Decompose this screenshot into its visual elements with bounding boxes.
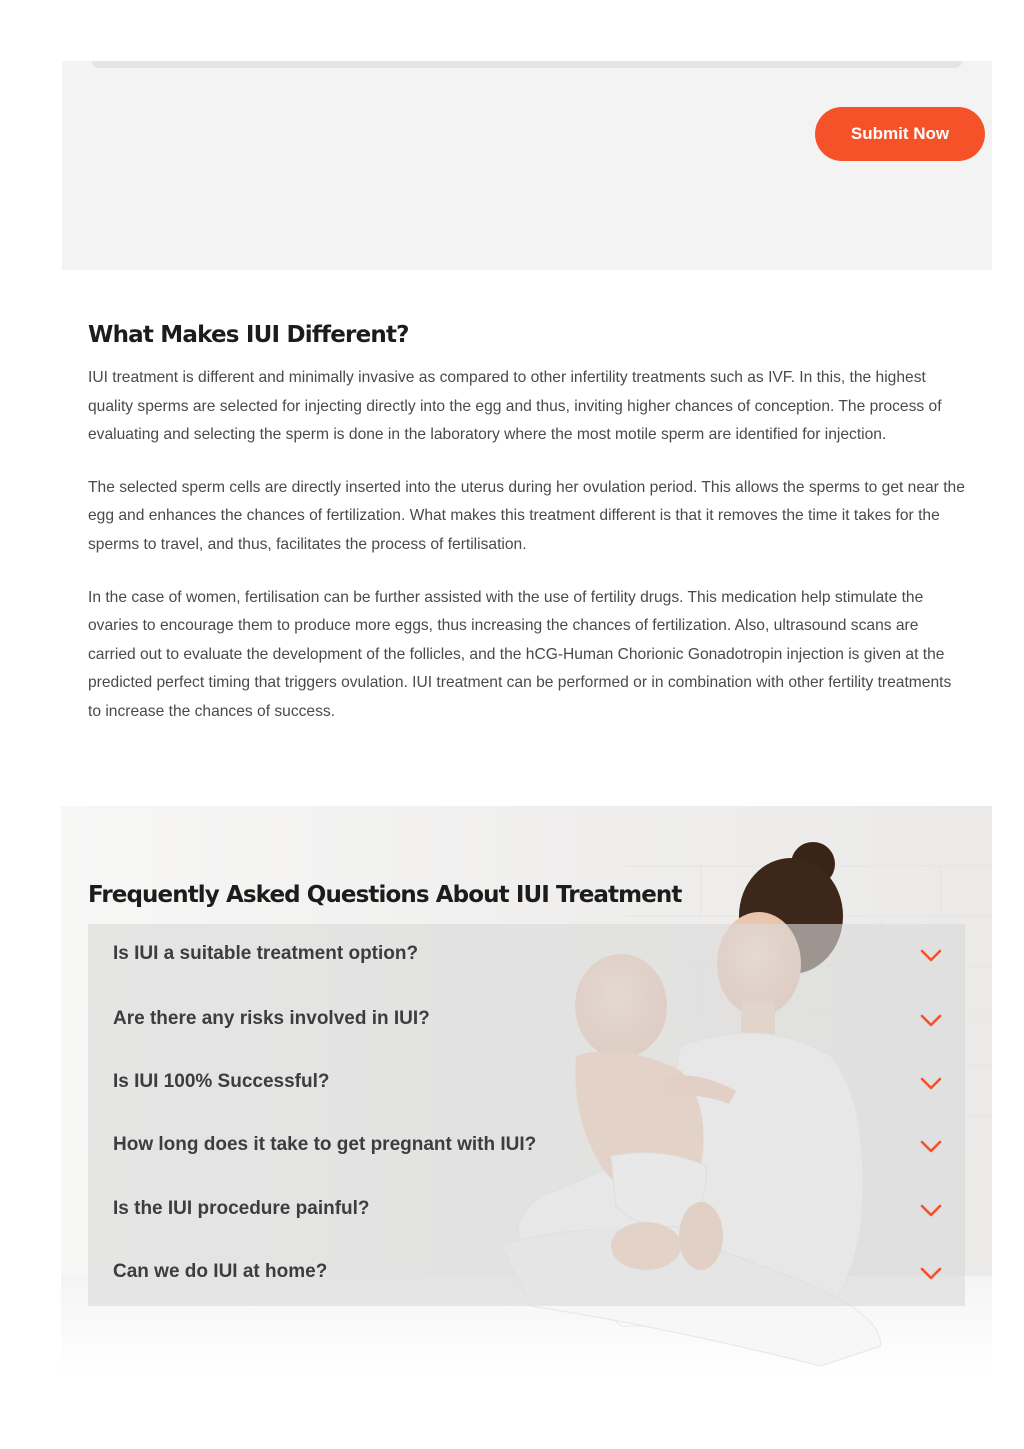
- about-paragraph: The selected sperm cells are directly inserted into the uterus during her ovulation period. This allows the sperms to get near the egg and enhances the chances of fertilization. What makes this treatment different is that it removes the time it takes for the sperms to travel, and thus, facilitates the process of fertilisation.: [88, 478, 965, 553]
- chevron-down-icon[interactable]: [920, 1014, 942, 1028]
- chevron-down-icon[interactable]: [920, 1204, 942, 1218]
- faq-item[interactable]: [88, 927, 965, 983]
- faq-question: Are there any risks involved in IUI?: [113, 1008, 430, 1029]
- about-paragraph: IUI treatment is different and minimally invasive as compared to other infertility treatments such as IVF. In this, the highest quality sperms are selected for injecting directly into the egg and thus, inviting higher chances of conception. The process of evaluating and selecting the sperm is done in the laboratory where the most motile sperm are identified for injection.: [88, 369, 942, 444]
- faq-question: Can we do IUI at home?: [113, 1261, 328, 1282]
- chevron-down-icon[interactable]: [920, 1140, 942, 1154]
- contact-form-panel: [62, 61, 992, 270]
- submit-button[interactable]: Submit Now: [815, 107, 985, 161]
- faq-section: [61, 806, 992, 1376]
- about-iui-section: [88, 318, 968, 751]
- faq-question: Is IUI a suitable treatment option?: [113, 943, 419, 964]
- faq-item[interactable]: [88, 992, 965, 1048]
- faq-item[interactable]: [88, 1182, 965, 1238]
- about-iui-title: What Makes IUI Different?: [88, 322, 409, 348]
- faq-question: How long does it take to get pregnant with IUI?: [113, 1134, 537, 1155]
- chevron-down-icon[interactable]: [920, 1267, 942, 1281]
- faq-title: Frequently Asked Questions About IUI Treatment: [88, 882, 682, 908]
- faq-accordion: [88, 924, 965, 1306]
- about-paragraph: In the case of women, fertilisation can be further assisted with the use of fertility drugs. This medication help stimulate the ovaries to encourage them to produce more eggs, thus increasing the chances of fertilization. Also, ultrasound scans are carried out to evaluate the development of the follicles, and the hCG-Human Chorionic Gonadotropin injection is given at the predicted perfect timing that triggers ovulation. IUI treatment can be performed or in combination with other fertility treatments to increase the chances of success.: [88, 588, 952, 720]
- chevron-down-icon[interactable]: [920, 949, 942, 963]
- faq-question: Is IUI 100% Successful?: [113, 1071, 330, 1092]
- chevron-down-icon[interactable]: [920, 1077, 942, 1091]
- faq-item[interactable]: [88, 1245, 965, 1301]
- faq-item[interactable]: [88, 1118, 965, 1174]
- faq-item[interactable]: [88, 1055, 965, 1111]
- form-field-bottom-edge: [92, 61, 962, 68]
- faq-question: Is the IUI procedure painful?: [113, 1198, 370, 1219]
